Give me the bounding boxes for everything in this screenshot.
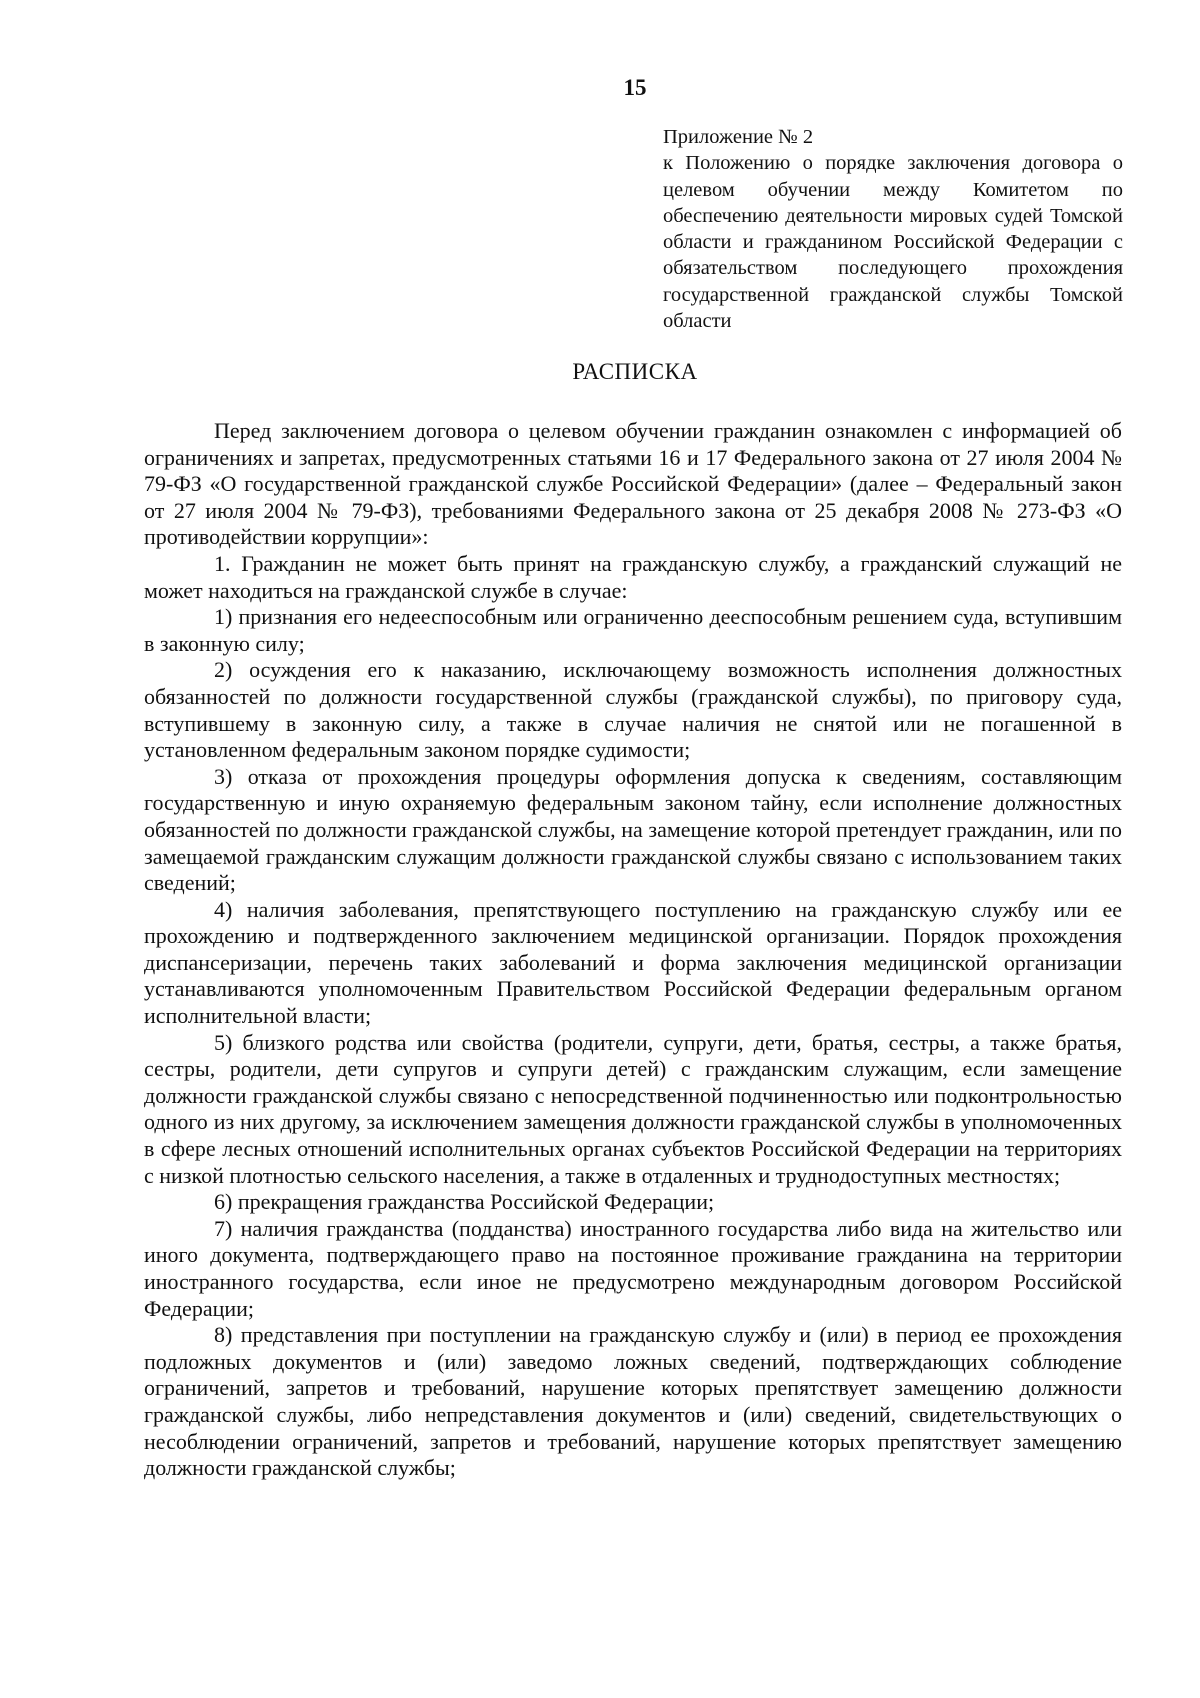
item-2: 2) осуждения его к наказанию, исключающему возможность исполнения должностных обязанностей по должности государственной службы (гражданской службы), по приговору суда, вступившему в законную силу, а также в случае наличия не снятой или не погашенной в установленном федеральным законом порядке судимости;	[144, 657, 1122, 763]
item-1: 1) признания его недееспособным или ограниченно дееспособным решением суда, вступившим в законную силу;	[144, 604, 1122, 656]
item-5: 5) близкого родства или свойства (родители, супруги, дети, братья, сестры, а также братья, сестры, родители, дети супругов и супруги детей) с гражданским служащим, если замещение должности гражданской службы связано с непосредственной подчиненностью или подконтрольностью одного из них другому, за исключением замещения должности гражданской службы в уполномоченных в сфере лесных отношений исполнительных органах субъектов Российской Федерации на территориях с низкой плотностью сельского населения, а также в отдаленных и труднодоступных местностях;	[144, 1029, 1122, 1188]
document-title: РАСПИСКА	[572, 359, 698, 384]
item-8: 8) представления при поступлении на гражданскую службу и (или) в период ее прохождения подложных документов и (или) заведомо ложных сведений, подтверждающих соблюдение ограничений, запретов и требований, нарушение которых препятствует замещению должности гражданской службы, либо непредставления документов и (или) сведений, свидетельствующих о несоблюдении ограничений, запретов и требований, нарушение которых препятствует замещению должности гражданской службы;	[144, 1322, 1122, 1481]
item-6: 6) прекращения гражданства Российской Федерации;	[214, 1189, 715, 1215]
appendix-number: Приложение № 2	[663, 126, 814, 148]
intro-paragraph: Перед заключением договора о целевом обучении гражданин ознакомлен с информацией об ограничениях и запретах, предусмотренных статьями 16 и 17 Федерального закона от 27 июля 2004 № 79-ФЗ «О государственной гражданской службе Российской Федерации» (далее – Федеральный закон от 27 июля 2004 № 79-ФЗ), требованиями Федерального закона от 25 декабря 2008 № 273-ФЗ «О противодействии коррупции»:	[144, 418, 1122, 550]
page-number: 15	[623, 75, 647, 100]
clause-1: 1. Гражданин не может быть принят на гражданскую службу, а гражданский служащий не может находиться на гражданской службе в случае:	[144, 550, 1122, 603]
appendix-header	[663, 124, 1123, 334]
appendix-description: к Положению о порядке заключения договора о целевом обучении между Комитетом по обеспечению деятельности мировых судей Томской области и гражданином Российской Федерации с обязательством последующего прохождения государственной гражданской службы Томской области	[663, 152, 1123, 333]
document-body	[144, 418, 1122, 1482]
item-7: 7) наличия гражданства (подданства) иностранного государства либо вида на жительство или иного документа, подтверждающего право на постоянное проживание гражданина на территории иностранного государства, если иное не предусмотрено международным договором Российской Федерации;	[144, 1215, 1122, 1321]
item-3: 3) отказа от прохождения процедуры оформления допуска к сведениям, составляющим государственную и иную охраняемую федеральным законом тайну, если исполнение должностных обязанностей по должности гражданской службы, на замещение которой претендует гражданин, или по замещаемой гражданским служащим должности гражданской службы связано с использованием таких сведений;	[144, 763, 1122, 896]
item-4: 4) наличия заболевания, препятствующего поступлению на гражданскую службу или ее прохождению и подтвержденного заключением медицинской организации. Порядок прохождения диспансеризации, перечень таких заболеваний и форма заключения медицинской организации устанавливаются уполномоченным Правительством Российской Федерации федеральным органом исполнительной власти;	[144, 896, 1122, 1029]
